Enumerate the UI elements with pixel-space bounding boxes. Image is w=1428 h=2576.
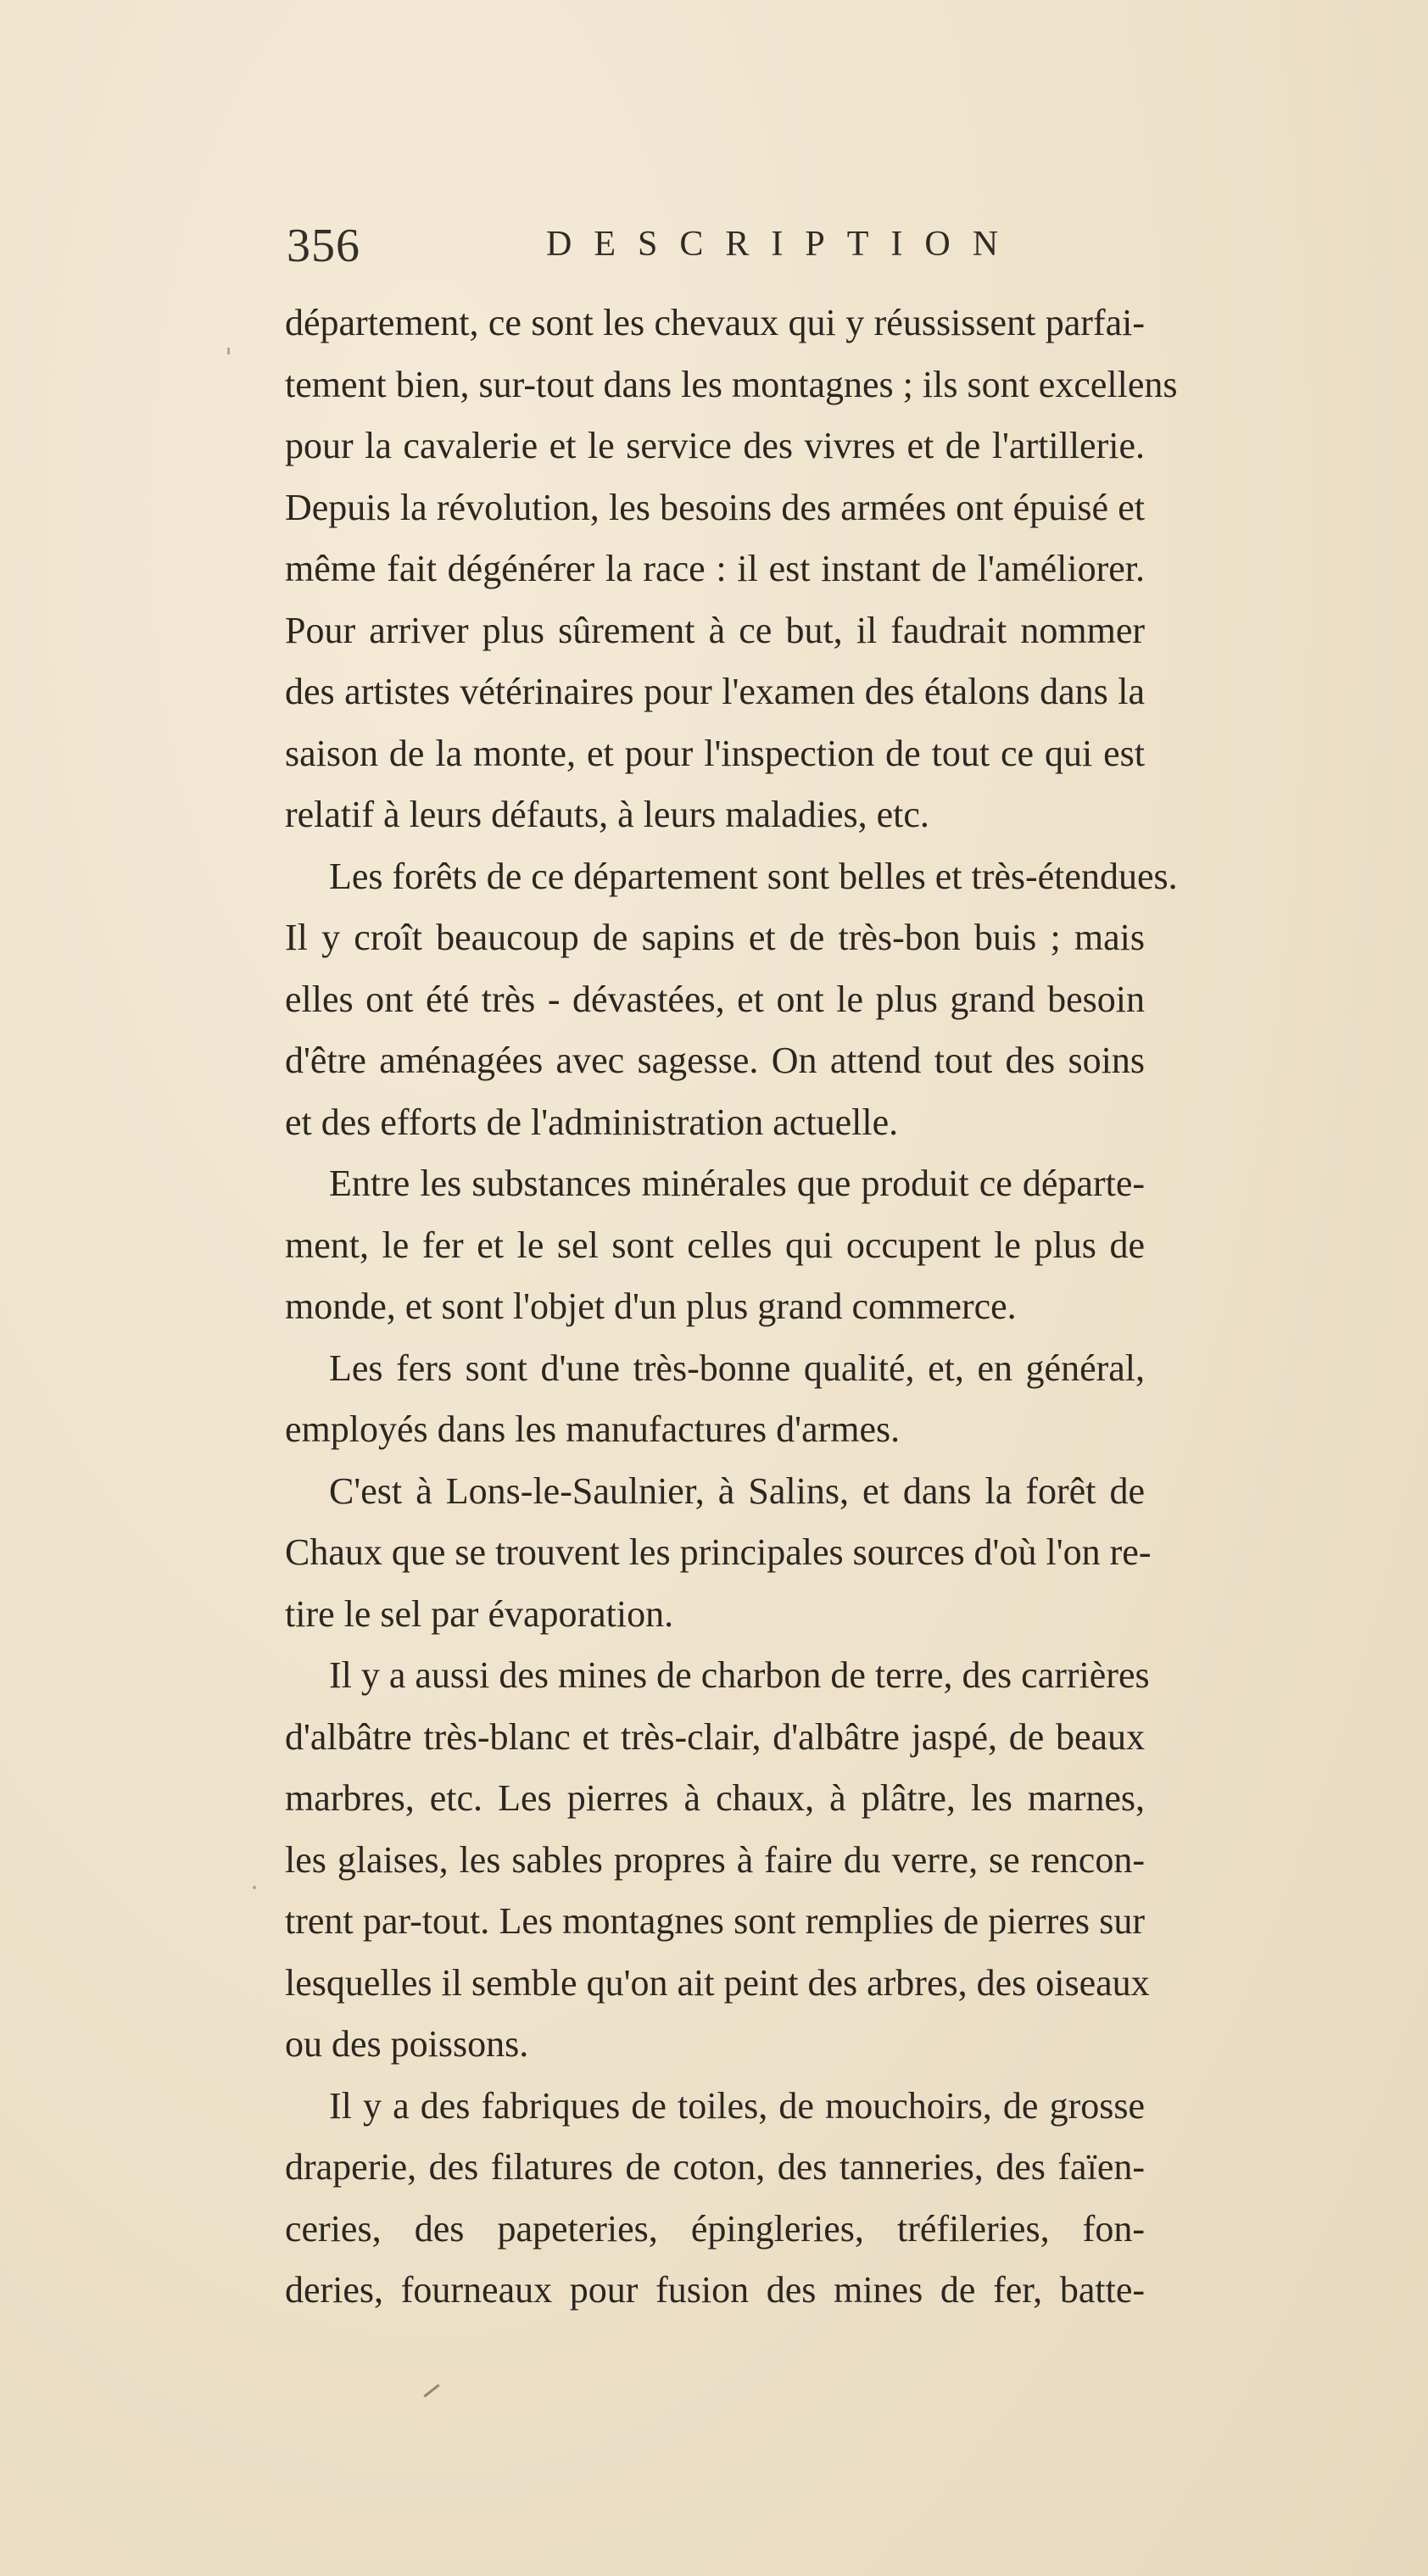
paragraph xyxy=(285,2076,1145,2322)
text-line: Il y a aussi des mines de charbon de terre, des carrières xyxy=(329,1654,1150,1696)
text-line: Entre les substances minérales que produit ce départe- xyxy=(329,1163,1145,1204)
text-line: pour la cavalerie et le service des vivres et de l'artillerie. xyxy=(285,425,1145,466)
paragraph xyxy=(285,1338,1145,1461)
text-line: et des efforts de l'administration actuelle. xyxy=(285,1101,899,1143)
body-text xyxy=(285,293,1178,2322)
text-line: d'être aménagées avec sagesse. On attend tout des soins xyxy=(285,1040,1145,1081)
text-line: ment, le fer et le sel sont celles qui occupent le plus de xyxy=(285,1224,1145,1266)
text-line: elles ont été très - dévastées, et ont le plus grand besoin xyxy=(285,978,1145,1020)
text-line: saison de la monte, et pour l'inspection de tout ce qui est xyxy=(285,732,1145,774)
text-line: Pour arriver plus sûrement à ce but, il faudrait nommer xyxy=(285,609,1145,651)
text-line: Depuis la révolution, les besoins des armées ont épuisé et xyxy=(285,486,1145,528)
text-line: trent par-tout. Les montagnes sont remplies de pierres sur xyxy=(285,1900,1145,1942)
paragraph xyxy=(285,846,1178,1154)
text-line: Les forêts de ce département sont belles et très-étendues. xyxy=(329,855,1178,897)
paragraph xyxy=(285,293,1178,846)
text-line: les glaises, les sables propres à faire du verre, se rencon- xyxy=(285,1838,1145,1881)
text-line: draperie, des filatures de coton, des tanneries, des faïen- xyxy=(285,2146,1145,2188)
text-line: département, ce sont les chevaux qui y réussissent parfai- xyxy=(285,302,1145,343)
text-line: lesquelles il semble qu'on ait peint des arbres, des oiseaux xyxy=(285,1961,1150,2004)
text-line: C'est à Lons-le-Saulnier, à Salins, et dans la forêt de xyxy=(329,1469,1145,1512)
page-number: 356 xyxy=(287,220,360,272)
text-line: monde, et sont l'objet d'un plus grand commerce. xyxy=(285,1285,1017,1327)
paragraph xyxy=(285,1461,1152,1646)
text-line: tement bien, sur-tout dans les montagnes ; ils sont excellens xyxy=(285,363,1178,405)
ink-speck xyxy=(423,2384,439,2398)
margin-mark xyxy=(253,1886,256,1889)
text-line: ou des poissons. xyxy=(285,2023,529,2065)
text-line: tire le sel par évaporation. xyxy=(285,1592,674,1635)
paragraph xyxy=(285,1153,1145,1338)
text-line: ceries, des papeteries, épingleries, tréfileries, fon- xyxy=(285,2207,1145,2250)
text-line: marbres, etc. Les pierres à chaux, à plâtre, les marnes, xyxy=(285,1777,1145,1819)
text-line: Il y a des fabriques de toiles, de mouchoirs, de grosse xyxy=(329,2084,1145,2127)
text-line: des artistes vétérinaires pour l'examen des étalons dans la xyxy=(285,671,1145,712)
text-line: d'albâtre très-blanc et très-clair, d'albâtre jaspé, de beaux xyxy=(285,1715,1145,1758)
text-line: employés dans les manufactures d'armes. xyxy=(285,1408,901,1450)
text-line: Les fers sont d'une très-bonne qualité, et, en général, xyxy=(329,1347,1145,1389)
page-header xyxy=(287,219,1139,278)
margin-mark xyxy=(227,348,230,354)
text-line: relatif à leurs défauts, à leurs maladies, etc. xyxy=(285,794,929,835)
paragraph xyxy=(285,1645,1150,2076)
running-title: DESCRIPTION xyxy=(546,225,1021,264)
text-line: Il y croît beaucoup de sapins et de très-bon buis ; mais xyxy=(285,917,1145,958)
text-line: Chaux que se trouvent les principales sources d'où l'on re- xyxy=(285,1531,1152,1573)
text-line: même fait dégénérer la race : il est instant de l'améliorer. xyxy=(285,548,1145,589)
text-line: deries, fourneaux pour fusion des mines de fer, batte- xyxy=(285,2269,1145,2311)
